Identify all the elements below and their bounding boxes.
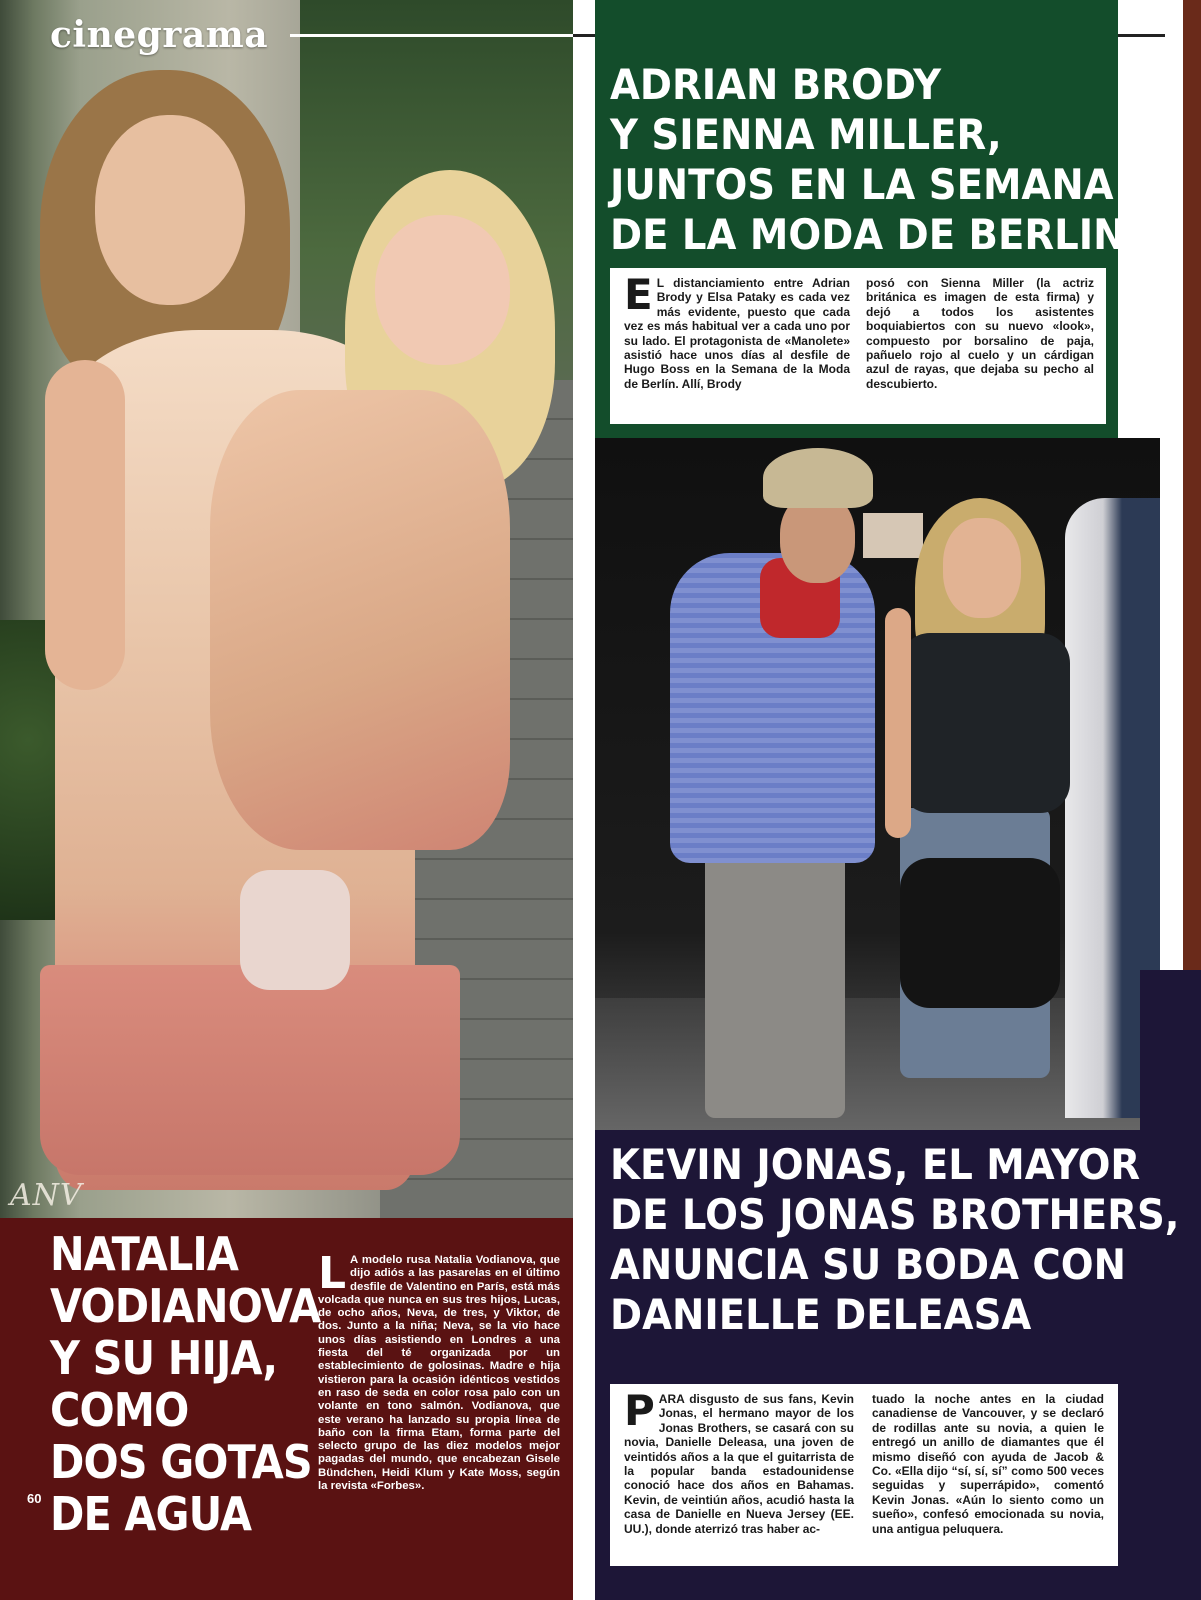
headline-line: Y SIENNA MILLER, bbox=[610, 110, 1002, 159]
headline-line: DE AGUA bbox=[50, 1487, 252, 1541]
photo-woman-face bbox=[95, 115, 245, 305]
photo-man-hat bbox=[763, 448, 873, 508]
brody-story-column-2: posó con Sienna Miller (la actriz británica es imagen de esta firma) y dejó a todos los asistentes boquiabiertos con su nuevo «look», compuesto por borsalino de paja, pañuelo rojo al cuelo y un cárdigan azul de rayas, que dejaba su pecho al descubierto. bbox=[866, 276, 1094, 391]
headline-line: DANIELLE DELEASA bbox=[610, 1290, 1032, 1339]
dropcap: L bbox=[318, 1248, 347, 1299]
headline-line: DOS GOTAS bbox=[50, 1435, 312, 1489]
jonas-story-column-2: tuado la noche antes en la ciudad canadiense de Vancouver, y se declaró de rodillas ante su novia, a quien le entregó un anillo de diamantes que él mismo diseñó con ayuda de Jacob & Co. «Ella dijo “sí, sí, sí” como 500 veces seguidas y superrápido», comentó Kevin Jonas. «Aún lo siento como un sueño», confesó emocionada su novia, una antigua peluquera. bbox=[872, 1392, 1104, 1536]
photo-woman-face bbox=[943, 518, 1021, 618]
jonas-story-textbox bbox=[610, 1384, 1118, 1566]
headline-line: DE LA MODA DE BERLIN bbox=[610, 210, 1126, 259]
article-text: ARA disgusto de sus fans, Kevin Jonas, el hermano mayor de los Jonas Brothers, se casará con su novia, Danielle Deleasa, una joven de veintidós años a la que el guitarrista de la popular banda estadounidense conoció hace dos años en Bahamas. Kevin, de veintiún años, acudió hasta la casa de Danielle en Nueva Jersey (EE. UU.), donde aterrizó tras haber ac- bbox=[624, 1392, 854, 1536]
jonas-story-headline bbox=[610, 1140, 1180, 1340]
right-edge-strip bbox=[1183, 0, 1201, 970]
headline-line: ADRIAN BRODY bbox=[610, 60, 942, 109]
headline-line: Y SU HIJA, bbox=[50, 1331, 278, 1385]
photo-adrian-brody-and-sienna-miller bbox=[595, 438, 1160, 1144]
photo-woman-arm bbox=[45, 360, 125, 690]
photo-girl-sandal bbox=[240, 870, 350, 990]
photo-girl-face bbox=[375, 215, 510, 365]
dropcap: P bbox=[624, 1386, 655, 1435]
jonas-story-column-1 bbox=[624, 1386, 854, 1536]
headline-line: KEVIN JONAS, EL MAYOR bbox=[610, 1140, 1141, 1189]
headline-line: VODIANOVA bbox=[50, 1279, 321, 1333]
headline-line: JUNTOS EN LA SEMANA bbox=[610, 160, 1114, 209]
headline-line: NATALIA bbox=[50, 1227, 239, 1281]
photo-woman-top bbox=[900, 633, 1070, 813]
photo-girl-dress bbox=[210, 390, 510, 850]
right-edge-gap bbox=[1165, 0, 1183, 970]
photo-dress-hem bbox=[40, 965, 460, 1175]
brody-story-headline bbox=[610, 60, 1126, 260]
photo-natalia-vodianova-and-daughter bbox=[0, 0, 573, 1241]
left-story-headline bbox=[50, 1227, 321, 1541]
photo-handbag bbox=[900, 858, 1060, 1008]
photo-man-jeans bbox=[705, 848, 845, 1118]
brody-story-textbox bbox=[610, 268, 1106, 424]
headline-line: DE LOS JONAS BROTHERS, bbox=[610, 1190, 1180, 1239]
brody-story-column-1 bbox=[624, 270, 850, 391]
headline-line: COMO bbox=[50, 1383, 189, 1437]
jonas-story-panel-edge bbox=[1140, 970, 1201, 1130]
dropcap: E bbox=[624, 270, 653, 319]
left-story-body bbox=[318, 1248, 560, 1493]
headline-line: ANUNCIA SU BODA CON bbox=[610, 1240, 1126, 1289]
magazine-logo: cinegrama bbox=[50, 14, 269, 56]
photo-watermark: ANV bbox=[10, 1178, 83, 1213]
article-text: L distanciamiento entre Adrian Brody y Elsa Pataky es cada vez más evidente, puesto que cada vez es más habitual ver a cada uno por su lado. El protagonista de «Manolete» asistió hace unos días al desfile de Hugo Boss en la Semana de la Moda de Berlín. Allí, Brody bbox=[624, 276, 850, 391]
photo-background-sign bbox=[863, 513, 923, 558]
page-number: 60 bbox=[27, 1491, 42, 1506]
photo-woman-arm bbox=[885, 608, 911, 838]
article-text: A modelo rusa Natalia Vodianova, que dijo adiós a las pasarelas en el último desfile de Valentino en París, está más volcada que nunca en sus tres hijos, Lucas, de ocho años, Neva, de tres, y Viktor, de dos. Junto a la niña; Neva, se la vio hace unos días asistiendo en Londres a una fiesta del té organizada por un establecimiento de golosinas. Madre e hija vistieron para la ocasión idénticos vestidos en raso de seda en color rosa palo con un volante en tono salmón. Vodianova, que este verano ha lanzado su propia línea de baño con la firma Etam, forma parte del selecto grupo de las diez modelos mejor pagadas del mundo, que encabezan Gisele Bündchen, Heidi Klum y Kate Moss, según la revista «Forbes». bbox=[318, 1254, 560, 1493]
